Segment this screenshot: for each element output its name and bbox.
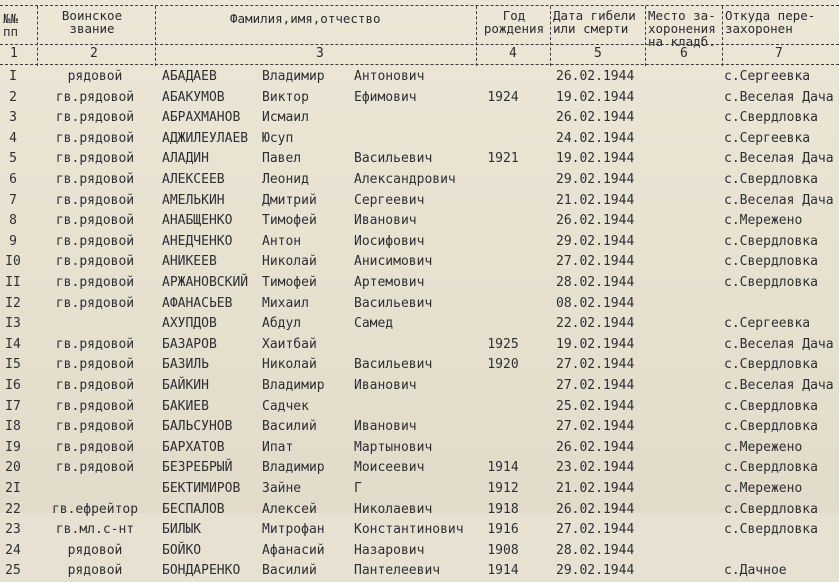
last-name: АБАКУМОВ [162,89,225,105]
first-name: Исмаил [262,110,309,126]
last-name: АНЕДЧЕНКО [162,233,233,249]
reburied-from: с.Свердловка [724,501,818,517]
row-number: 7 [9,192,17,208]
table-row [0,376,839,397]
reburied-from: с.Свердловка [724,522,818,538]
table-row [0,458,839,479]
first-name: Владимир [262,460,325,476]
first-name: Ипат [262,439,294,455]
military-rank: гв.рядовой [55,295,135,311]
header-name: Фамилия,имя,отчество [230,11,381,26]
last-name: АФАНАСЬЕВ [162,295,233,311]
death-date: 26.02.1944 [556,501,635,517]
death-date: 26.02.1944 [556,439,635,455]
first-name: Николай [262,254,317,270]
military-rank: гв.рядовой [55,275,135,290]
reburied-from: с.Веселая Дача [724,378,834,393]
row-number: 6 [9,172,17,187]
first-name: Михаил [262,295,309,311]
last-name: БАЗАРОВ [162,336,217,352]
last-name: АНИКЕЕВ [162,254,217,270]
last-name: БИЛЫК [162,522,202,538]
death-date: 23.02.1944 [556,460,635,476]
row-number: 22 [5,501,21,517]
patronymic: Васильевич [354,295,433,311]
header-death-date: Дата гибели или смерти [553,8,636,36]
first-name: Абдул [262,316,302,332]
first-name: Николай [262,357,317,373]
last-name: АРЖАНОВСКИЙ [162,275,249,290]
first-name: Павел [262,151,302,167]
military-rank: гв.рядовой [55,419,135,435]
patronymic: Анисимович [354,254,433,270]
table-row [0,500,839,521]
last-name: АХУПДОВ [162,316,217,332]
military-rank: гв.рядовой [55,130,135,146]
death-date: 27.02.1944 [556,522,635,538]
patronymic: Г [354,481,362,496]
table-row [0,397,839,418]
reburied-from: с.Веселая Дача [724,89,834,105]
military-rank: гв.рядовой [55,233,135,249]
military-rank: гв.рядовой [55,213,135,229]
military-rank: рядовой [67,563,123,579]
birth-year: 1924 [487,89,519,105]
birth-year: 1921 [487,151,519,167]
row-number: 2I [5,481,21,496]
death-date: 27.02.1944 [556,357,635,373]
header-num: №№ пп [3,11,19,39]
header-bottom-rule [0,64,839,65]
reburied-from: с.Веселая Дача [724,192,834,208]
first-name: Садчек [262,398,309,414]
row-number: 3 [9,110,17,126]
row-number: 4 [9,130,17,146]
last-name: АБАДАЕВ [162,69,217,84]
patronymic: Артемович [354,275,425,290]
table-row [0,149,839,170]
birth-year: 1920 [487,357,519,373]
death-date: 26.02.1944 [556,69,635,84]
death-date: 29.02.1944 [556,172,635,187]
death-date: 22.02.1944 [556,316,635,332]
reburied-from: с.Веселая Дача [724,336,834,352]
military-rank: гв.рядовой [55,439,135,455]
last-name: АМЕЛЬКИН [162,192,225,208]
table-row [0,438,839,459]
table-row [0,211,839,232]
reburied-from: с.Свердловка [724,460,818,476]
row-number: I9 [5,439,21,455]
death-date: 28.02.1944 [556,275,635,290]
patronymic: Ефимович [354,89,417,105]
patronymic: Моисеевич [354,460,425,476]
military-rank: гв.рядовой [55,89,135,105]
row-number: I3 [5,316,21,332]
table-row [0,67,839,88]
reburied-from: с.Свердловка [724,172,818,187]
patronymic: Николаевич [354,501,433,517]
last-name: АБРАХМАНОВ [162,110,241,126]
reburied-from: с.Свердловка [724,419,818,435]
military-rank: гв.рядовой [55,172,135,187]
last-name: БАЗИЛЬ [162,357,209,373]
reburied-from: с.Сергеевка [724,130,811,146]
row-number: I7 [5,398,21,414]
patronymic: Васильевич [354,151,433,167]
reburied-from: с.Мережено [724,439,803,455]
first-name: Митрофан [262,522,325,538]
last-name: БАРХАТОВ [162,439,225,455]
first-name: Василий [262,563,317,579]
birth-year: 1918 [487,501,519,517]
patronymic: Иванович [354,213,417,229]
death-date: 19.02.1944 [556,89,635,105]
column-number-2: 2 [90,46,98,61]
table-row [0,314,839,335]
military-rank: гв.рядовой [55,357,135,373]
death-date: 27.02.1944 [556,378,635,393]
first-name: Тимофей [262,275,317,290]
first-name: Антон [262,233,302,249]
death-date: 26.02.1944 [556,213,635,229]
row-number: I2 [5,295,21,311]
table-row [0,541,839,562]
first-name: Виктор [262,89,309,105]
military-rank: рядовой [67,542,123,558]
death-date: 27.02.1944 [556,254,635,270]
reburied-from: с.Свердловка [724,254,818,270]
last-name: АЛАДИН [162,151,209,167]
table-row [0,232,839,253]
row-number: I [9,69,17,84]
military-rank: гв.рядовой [55,398,135,414]
reburied-from: с.Веселая Дача [724,151,834,167]
row-number: 23 [5,522,21,538]
reburied-from: с.Сергеевка [724,69,811,84]
first-name: Владимир [262,378,325,393]
death-date: 26.02.1944 [556,110,635,126]
column-number-3: 3 [316,46,324,61]
military-rank: гв.рядовой [55,110,135,126]
patronymic: Васильевич [354,357,433,373]
row-number: I5 [5,357,21,373]
table-row [0,108,839,129]
reburied-from: с.Свердловка [724,110,818,126]
last-name: БЕСПАЛОВ [162,501,225,517]
table-row [0,129,839,150]
birth-year: 1908 [487,542,519,558]
patronymic: Назарович [354,542,425,558]
header-reburied-from: Откуда пере- захоронен [725,8,816,36]
military-rank: гв.ефрейтор [51,501,139,517]
table-row [0,294,839,315]
column-number-5: 5 [594,46,602,61]
reburied-from: с.Свердловка [724,357,818,373]
row-number: I4 [5,336,21,352]
death-date: 24.02.1944 [556,130,635,146]
last-name: БОНДАРЕНКО [162,563,241,579]
row-number: 9 [9,233,17,249]
last-name: АНАБЩЕНКО [162,213,233,229]
row-number: 20 [5,460,21,476]
header-burial-place: Место за- хоронения на кладб. [648,8,716,49]
birth-year: 1914 [487,563,519,579]
last-name: АЛЕКСЕЕВ [162,172,225,187]
patronymic: Иванович [354,378,417,393]
table-row [0,88,839,109]
row-number: 5 [9,151,17,167]
reburied-from: с.Дачное [724,563,787,579]
first-name: Хаитбай [262,336,317,352]
death-date: 08.02.1944 [556,295,635,311]
patronymic: Иванович [354,419,417,435]
patronymic: Самед [354,316,394,332]
first-name: Алексей [262,501,317,517]
column-number-7: 7 [775,46,783,61]
death-date: 28.02.1944 [556,542,635,558]
column-separator [550,6,551,66]
row-number: 25 [5,563,21,579]
military-rank: гв.рядовой [55,151,135,167]
reburied-from: с.Мережено [724,481,803,496]
reburied-from: с.Свердловка [724,398,818,414]
birth-year: 1912 [487,481,519,496]
table-row [0,191,839,212]
row-number: 2 [9,89,17,105]
military-rank: рядовой [67,69,123,84]
table-row [0,520,839,541]
first-name: Тимофей [262,213,317,229]
table-row [0,335,839,356]
first-name: Зайне [262,481,302,496]
first-name: Владимир [262,69,325,84]
row-number: II [5,275,21,290]
last-name: БЕКТИМИРОВ [162,481,241,496]
reburied-from: с.Мережено [724,213,803,229]
reburied-from: с.Сергеевка [724,316,811,332]
table-row [0,479,839,500]
patronymic: Иосифович [354,233,425,249]
column-separator [722,6,723,66]
header-year: Год рождения [483,8,545,36]
row-number: 8 [9,213,17,229]
last-name: АДЖИЛЕУЛАЕВ [162,130,249,146]
last-name: БЕЗРЕБРЫЙ [162,460,233,476]
death-date: 27.02.1944 [556,419,635,435]
military-rank: гв.рядовой [55,254,135,270]
death-date: 29.02.1944 [556,563,635,579]
table-row [0,561,839,582]
table-row [0,417,839,438]
first-name: Дмитрий [262,192,317,208]
patronymic: Александрович [354,172,456,187]
patronymic: Сергеевич [354,192,425,208]
column-number-1: 1 [10,46,18,61]
death-date: 21.02.1944 [556,192,635,208]
patronymic: Пантелеевич [354,563,441,579]
column-number-6: 6 [680,46,688,61]
last-name: БАЙКИН [162,378,209,393]
patronymic: Антонович [354,69,425,84]
row-number: I6 [5,378,21,393]
military-rank: гв.мл.с-нт [55,522,135,538]
military-rank: гв.рядовой [55,378,135,393]
first-name: Юсуп [262,130,294,146]
patronymic: Мартынович [354,439,433,455]
column-separator [37,6,38,66]
birth-year: 1925 [487,336,519,352]
last-name: БОЙКО [162,542,202,558]
row-number: I0 [5,254,21,270]
table-row [0,252,839,273]
military-rank: гв.рядовой [55,192,135,208]
death-date: 19.02.1944 [556,151,635,167]
military-rank: гв.рядовой [55,460,135,476]
row-number: 24 [5,542,21,558]
table-row [0,355,839,376]
patronymic: Константинович [354,522,464,538]
column-number-4: 4 [509,46,517,61]
military-rank: гв.рядовой [55,336,135,352]
table-row [0,170,839,191]
reburied-from: с.Свердловка [724,233,818,249]
death-date: 29.02.1944 [556,233,635,249]
first-name: Василий [262,419,317,435]
birth-year: 1916 [487,522,519,538]
column-separator [476,6,477,66]
table-row [0,273,839,294]
first-name: Афанасий [262,542,325,558]
death-date: 19.02.1944 [556,336,635,352]
first-name: Леонид [262,172,309,187]
last-name: БАЛЬСУНОВ [162,419,233,435]
row-number: I8 [5,419,21,435]
column-separator [645,6,646,66]
reburied-from: с.Свердловка [724,275,818,290]
column-separator [155,6,156,66]
header-top-rule [0,5,839,6]
death-date: 25.02.1944 [556,398,635,414]
last-name: БАКИЕВ [162,398,209,414]
birth-year: 1914 [487,460,519,476]
header-rank: Воинское звание [61,8,123,36]
death-date: 21.02.1944 [556,481,635,496]
